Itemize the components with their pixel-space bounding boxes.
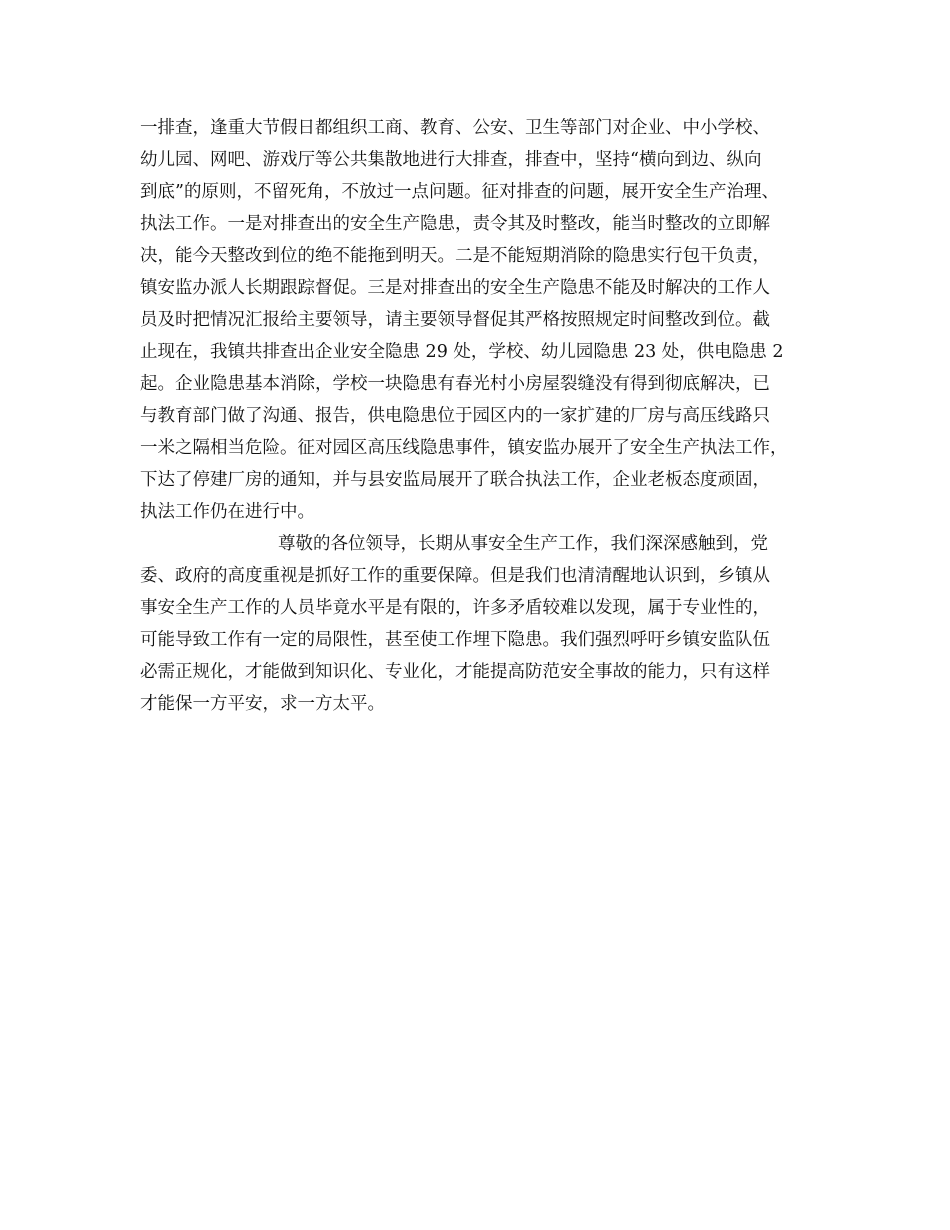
paragraph-1-line-7: 员及时把情况汇报给主要领导，请主要领导督促其严格按照规定时间整改到位。截: [140, 310, 770, 330]
paragraph-2-line-6: 才能保一方平安，求一方太平。: [140, 694, 385, 714]
paragraph-2-line-1: 尊敬的各位领导，长期从事安全生产工作，我们深深感触到，党: [278, 534, 768, 554]
paragraph-1-line-1: 一排查，逢重大节假日都组织工商、教育、公安、卫生等部门对企业、中小学校、: [140, 118, 770, 138]
paragraph-1-line-13: 执法工作仍在进行中。: [140, 502, 315, 522]
paragraph-1-line-10: 与教育部门做了沟通、报告，供电隐患位于园区内的一家扩建的厂房与高压线路只: [140, 406, 770, 426]
paragraph-1-line-12: 下达了停建厂房的通知，并与县安监局展开了联合执法工作，企业老板态度顽固，: [140, 470, 770, 490]
paragraph-1-line-4: 执法工作。一是对排查出的安全生产隐患，责令其及时整改，能当时整改的立即解: [140, 214, 770, 234]
paragraph-1-line-9: 起。企业隐患基本消除，学校一块隐患有春光村小房屋裂缝没有得到彻底解决，已: [140, 374, 770, 394]
paragraph-1-line-6: 镇安监办派人长期跟踪督促。三是对排查出的安全生产隐患不能及时解决的工作人: [140, 278, 770, 298]
paragraph-1-line-11: 一米之隔相当危险。征对园区高压线隐患事件，镇安监办展开了安全生产执法工作，: [140, 438, 788, 458]
paragraph-1-line-5: 决，能今天整改到位的绝不能拖到明天。二是不能短期消除的隐患实行包干负责，: [140, 246, 770, 266]
paragraph-2-line-4: 可能导致工作有一定的局限性，甚至使工作埋下隐患。我们强烈呼吁乡镇安监队伍: [140, 630, 770, 650]
paragraph-2-line-2: 委、政府的高度重视是抓好工作的重要保障。但是我们也清清醒地认识到，乡镇从: [140, 566, 770, 586]
paragraph-1-line-2: 幼儿园、网吧、游戏厅等公共集散地进行大排查，排查中，坚持“横向到边、纵向: [140, 150, 762, 170]
paragraph-1-line-8: 止现在，我镇共排查出企业安全隐患 29 处，学校、幼儿园隐患 23 处，供电隐患 2: [140, 342, 784, 362]
paragraph-2-line-3: 事安全生产工作的人员毕竟水平是有限的，许多矛盾较难以发现，属于专业性的，: [140, 598, 770, 618]
paragraph-2-line-5: 必需正规化，才能做到知识化、专业化，才能提高防范安全事故的能力，只有这样: [140, 662, 770, 682]
paragraph-1-line-3: 到底”的原则，不留死角，不放过一点问题。征对排查的问题，展开安全生产治理、: [140, 182, 779, 202]
